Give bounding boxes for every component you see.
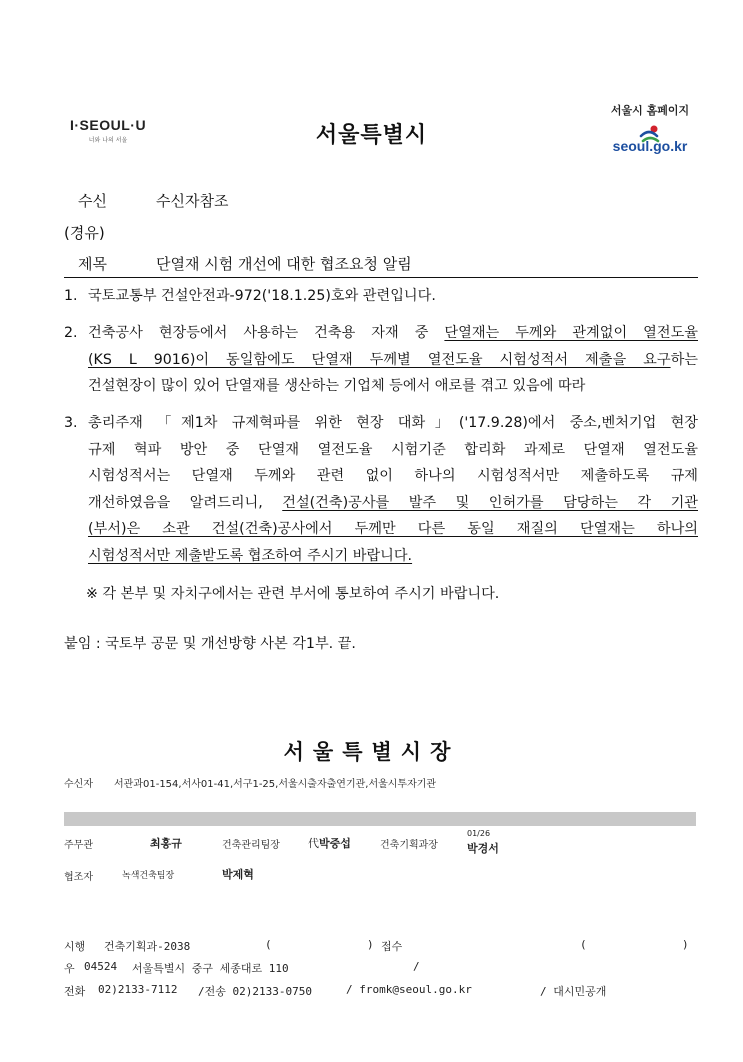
dept-date: 01/26 — [467, 829, 491, 838]
exec-label: 시행 — [64, 940, 86, 953]
issuer-signature: 서울특별시장 — [283, 740, 460, 764]
proxy-mark: 代 — [308, 837, 319, 850]
staff-label: 주무관 — [64, 840, 93, 851]
recipient-label: 수신 — [78, 192, 107, 210]
address-slash: / — [413, 960, 420, 973]
receipt-label: 접수 — [381, 940, 403, 953]
exec-value: 건축기획과-2038 — [104, 940, 191, 953]
underlined-text: 시험성적서만 제출받도록 협조하여 주시기 바랍니다. — [88, 547, 413, 564]
postal-code: 04524 — [84, 960, 118, 973]
subject-label: 제목 — [78, 255, 107, 273]
paragraph-3 — [64, 410, 698, 570]
paragraph-number: 1. — [64, 288, 78, 304]
phone-number: 02)2133-7112 — [98, 983, 178, 996]
logo-text: I·SEOUL·U — [70, 117, 147, 133]
postal-label: 우 — [64, 962, 75, 975]
paragraph-line — [88, 543, 698, 570]
paragraph-line: (부서)은 소관 건설(건축)공사에서 두께만 다른 동일 재질의 단열재는 하나의 — [88, 521, 698, 537]
staff-name: 최홍규 — [150, 837, 182, 850]
homepage-logo[interactable] — [600, 102, 700, 154]
paragraph-1 — [64, 283, 698, 310]
paragraph-number: 3. — [64, 415, 78, 431]
paragraph-line — [88, 490, 698, 517]
receipt-paren-open: ( — [580, 938, 587, 951]
subject-value: 단열재 시험 개선에 대한 협조요청 알림 — [156, 255, 412, 273]
paren-close: ) — [367, 938, 374, 951]
logo-subtext: 너와 나의 서울 — [88, 137, 128, 144]
paragraph-line — [88, 320, 698, 347]
underlined-text: 단열재는 두께와 관계없이 열전도율 — [444, 325, 698, 341]
paragraph-line: 규제 혁파 방안 중 단열재 열전도율 시험기준 합리화 과제로 단열재 열전도율 — [88, 441, 698, 458]
recipients-value: 서관과01-154,서사01-41,서구1-25,서울시출자출연기관,서울시투자기관 — [114, 779, 437, 790]
paragraph-text: 국토교통부 건설안전과-972('18.1.25)호와 관련입니다. — [88, 288, 436, 304]
email-link[interactable]: / fromk@seoul.go.kr — [346, 983, 472, 996]
recipients-label: 수신자 — [64, 779, 93, 790]
team-signer — [308, 835, 351, 851]
receipt-paren-close: ) — [682, 938, 689, 951]
coop-role: 녹색건축팀장 — [122, 871, 175, 881]
disclosure-label: / 대시민공개 — [540, 985, 607, 998]
text-run: 개선하였음을 알려드리니, — [88, 494, 283, 511]
homepage-caption: 서울시 홈페이지 — [610, 104, 690, 117]
via-label: (경유) — [64, 224, 105, 242]
fax-number: /전송 02)2133-0750 — [198, 985, 312, 998]
attachment-line: 붙임 : 국토부 공문 및 개선방향 사본 각1부. 끝. — [64, 636, 356, 652]
paragraph-line: 총리주재 「제1차 규제혁파를 위한 현장 대화」('17.9.28)에서 중소,벤처기업 현장 — [88, 415, 698, 431]
dept-label: 건축기획과장 — [380, 840, 438, 851]
homepage-url: seoul.go.kr — [612, 138, 688, 154]
underlined-text: (KS L 9016)이 동일함에도 단열재 두께별 열전도율 시험성적서 제출을 요구 — [88, 351, 671, 368]
text-run: 하는 — [670, 351, 698, 368]
document-title: 서울특별시 — [315, 123, 428, 148]
dept-name: 박경서 — [467, 842, 499, 855]
paragraph-number: 2. — [64, 325, 78, 341]
paragraph-2 — [64, 320, 698, 400]
team-label: 건축관리팀장 — [222, 840, 280, 851]
subject-divider — [64, 277, 698, 278]
team-name: 박중섭 — [319, 837, 351, 850]
paragraph-line — [88, 347, 698, 374]
notice-text: ※ 각 본부 및 자치구에서는 관련 부서에 통보하여 주시기 바랍니다. — [86, 586, 500, 602]
approval-band — [64, 812, 696, 826]
underlined-text: 건설(건축)공사를 발주 및 인허가를 담당하는 각 기관 — [282, 494, 698, 511]
paragraph-line: 건설현장이 많이 있어 단열재를 생산하는 기업체 등에서 애로를 겪고 있음에 따라 — [88, 378, 586, 394]
coop-name: 박제혁 — [222, 868, 254, 881]
seoul-symbol-icon — [637, 124, 663, 146]
address: 서울특별시 중구 세종대로 110 — [132, 962, 289, 975]
coop-label: 협조자 — [64, 872, 93, 883]
phone-label: 전화 — [64, 985, 86, 998]
recipient-value: 수신자참조 — [156, 192, 229, 210]
text-run: 건축공사 현장등에서 사용하는 건축용 자재 중 — [88, 325, 445, 341]
paragraph-line: 시험성적서는 단열재 두께와 관련 없이 하나의 시험성적서만 제출하도록 규제 — [88, 468, 698, 484]
paren-open: ( — [265, 938, 272, 951]
